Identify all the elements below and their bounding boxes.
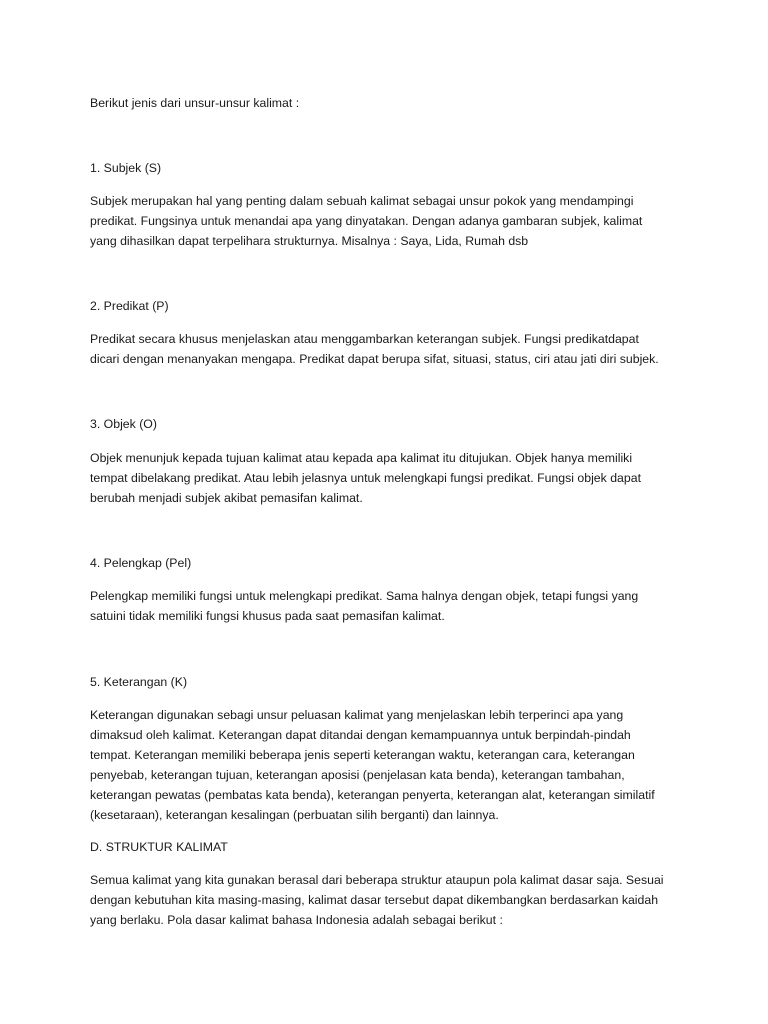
paragraph-line: Pelengkap memiliki fungsi untuk melengkapi predikat. Sama halnya dengan objek, tetapi fungsi yang bbox=[90, 589, 639, 603]
paragraph-line: dengan kebutuhan kita masing-masing, kalimat dasar tersebut dapat dikembangkan berdasarkan kaidah bbox=[90, 893, 659, 907]
paragraph-line: tempat dibelakang predikat. Atau lebih jelasnya untuk melengkapi fungsi predikat. Fungsi objek dapat bbox=[90, 471, 641, 485]
paragraph-line: Subjek merupakan hal yang penting dalam sebuah kalimat sebagai unsur pokok yang mendampingi bbox=[90, 194, 634, 208]
section-heading-keterangan: 5. Keterangan (K) bbox=[90, 675, 188, 689]
paragraph-line: Semua kalimat yang kita gunakan berasal dari beberapa struktur ataupun pola kalimat dasar saja. Sesuai bbox=[90, 873, 664, 887]
paragraph-line: Objek menunjuk kepada tujuan kalimat atau kepada apa kalimat itu ditujukan. Objek hanya memiliki bbox=[90, 451, 633, 465]
section-heading-objek: 3. Objek (O) bbox=[90, 417, 157, 431]
paragraph-line: yang dihasilkan dapat terpelihara strukturnya. Misalnya : Saya, Lida, Rumah dsb bbox=[90, 234, 529, 248]
paragraph-line: (kesetaraan), keterangan kesalingan (perbuatan silih berganti) dan lainnya. bbox=[90, 808, 499, 822]
section-heading-subjek: 1. Subjek (S) bbox=[90, 161, 162, 175]
paragraph-line: Predikat secara khusus menjelaskan atau menggambarkan keterangan subjek. Fungsi predikatdapat bbox=[90, 332, 639, 346]
struktur-heading: D. STRUKTUR KALIMAT bbox=[90, 840, 228, 854]
paragraph-line: dimaksud oleh kalimat. Keterangan dapat ditandai dengan kemampuannya untuk berpindah-pindah bbox=[90, 728, 631, 742]
paragraph-line: keterangan pewatas (pembatas kata benda), keterangan penyerta, keterangan alat, keterangan similatif bbox=[90, 788, 655, 802]
section-heading-pelengkap: 4. Pelengkap (Pel) bbox=[90, 556, 192, 570]
intro-text: Berikut jenis dari unsur-unsur kalimat : bbox=[90, 96, 300, 110]
paragraph-line: tempat. Keterangan memiliki beberapa jenis seperti keterangan waktu, keterangan cara, keterangan bbox=[90, 748, 635, 762]
paragraph-line: penyebab, keterangan tujuan, keterangan aposisi (penjelasan kata benda), keterangan tambahan, bbox=[90, 768, 625, 782]
paragraph-line: satuini tidak memiliki fungsi khusus pada saat pemasifan kalimat. bbox=[90, 609, 445, 623]
paragraph-line: predikat. Fungsinya untuk menandai apa yang dinyatakan. Dengan adanya gambaran subjek, kalimat bbox=[90, 214, 643, 228]
paragraph-line: yang berlaku. Pola dasar kalimat bahasa Indonesia adalah sebagai berikut : bbox=[90, 913, 503, 927]
paragraph-line: berubah menjadi subjek akibat pemasifan kalimat. bbox=[90, 491, 363, 505]
section-heading-predikat: 2. Predikat (P) bbox=[90, 299, 169, 313]
paragraph-line: dicari dengan menanyakan mengapa. Predikat dapat berupa sifat, situasi, status, ciri atau jati diri subjek. bbox=[90, 352, 659, 366]
paragraph-line: Keterangan digunakan sebagi unsur peluasan kalimat yang menjelaskan lebih terperinci apa yang bbox=[90, 708, 624, 722]
